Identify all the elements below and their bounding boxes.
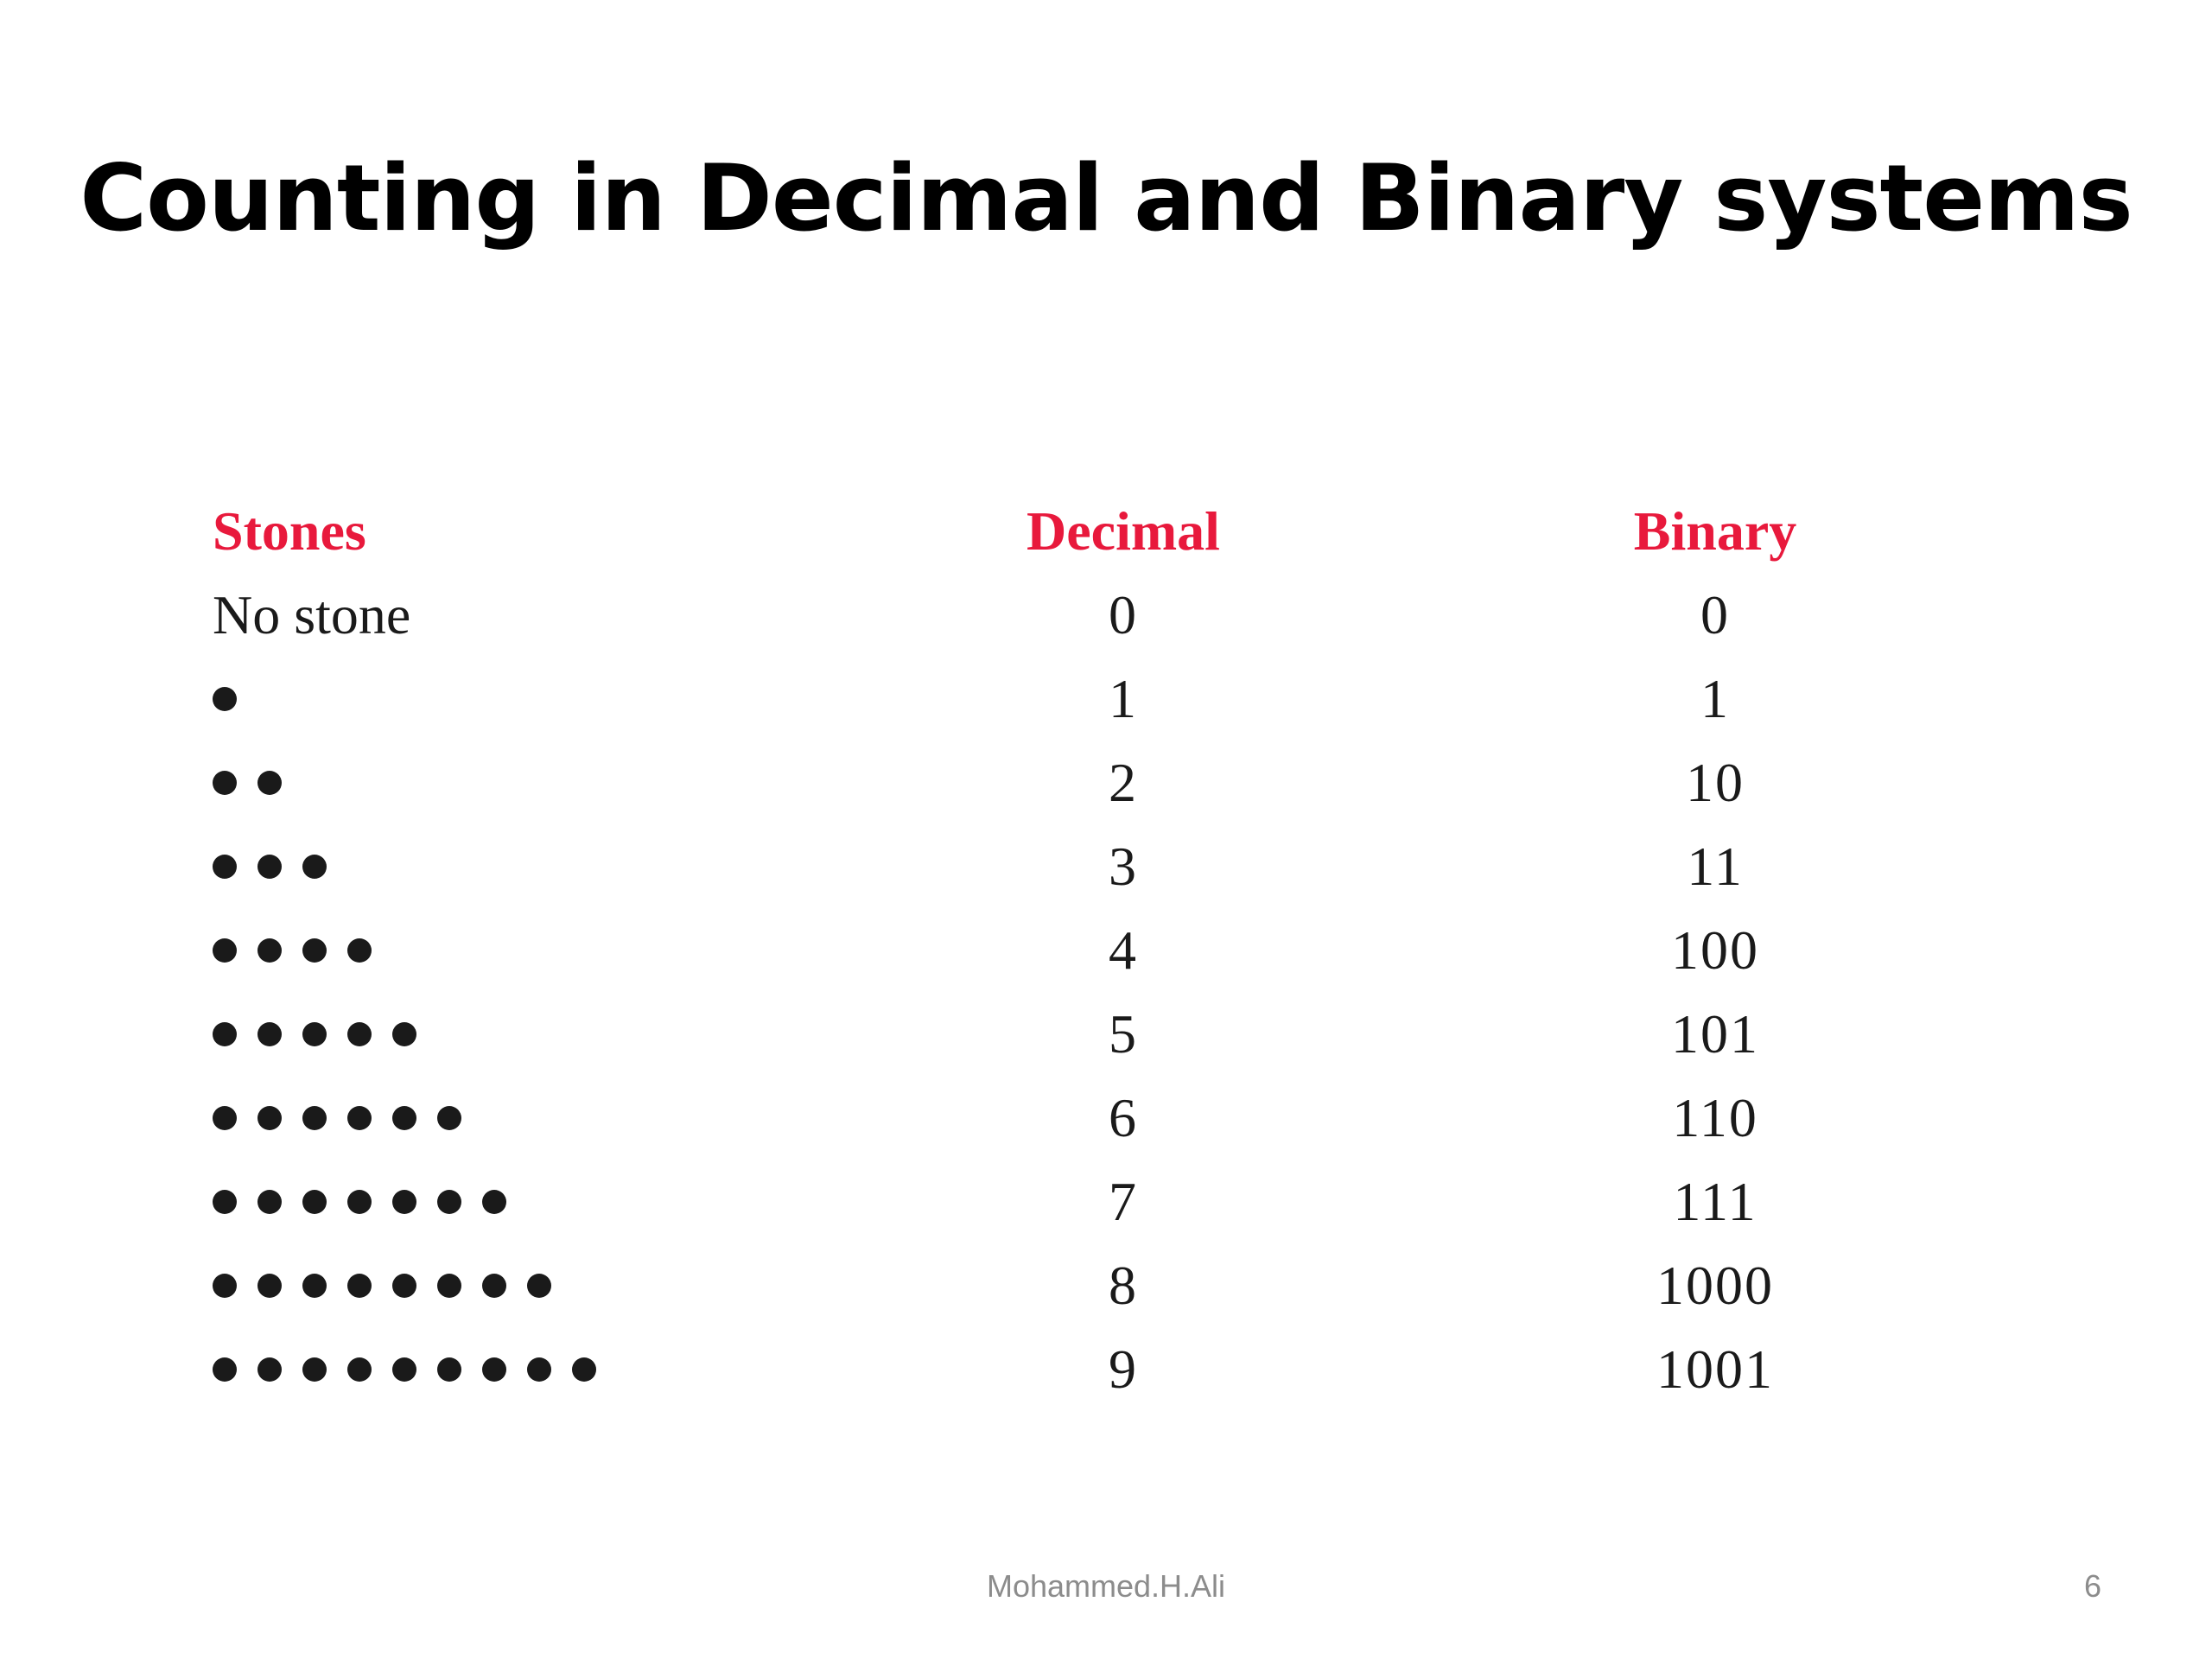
binary-value: 1000: [1656, 1255, 1774, 1316]
binary-value: 1001: [1656, 1338, 1774, 1400]
stone-dot: [347, 1274, 372, 1298]
stone-dot: [482, 1357, 506, 1382]
binary-value: 0: [1700, 584, 1730, 645]
stone-dot: [302, 1106, 327, 1130]
stone-dot: [392, 1274, 416, 1298]
footer-author: Mohammed.H.Ali: [986, 1568, 1226, 1604]
stone-dot: [392, 1357, 416, 1382]
stone-dot: [572, 1357, 596, 1382]
stone-dot: [302, 855, 327, 879]
binary-value: 10: [1686, 752, 1745, 813]
stone-dot: [392, 1190, 416, 1214]
stone-dot: [347, 1190, 372, 1214]
decimal-value: 4: [1109, 919, 1138, 981]
binary-value: 101: [1671, 1003, 1759, 1065]
stone-dot: [302, 1190, 327, 1214]
stone-dot: [437, 1190, 461, 1214]
stone-dot: [437, 1357, 461, 1382]
stone-dot: [213, 855, 237, 879]
decimal-value: 6: [1109, 1087, 1138, 1148]
stone-dot: [302, 1357, 327, 1382]
header-decimal-label: Decimal: [1027, 500, 1220, 562]
stone-dot: [392, 1106, 416, 1130]
stone-dot: [213, 771, 237, 795]
decimal-value: 0: [1109, 584, 1138, 645]
stone-dots: [213, 1000, 437, 1069]
slide-title: Counting in Decimal and Binary systems: [79, 145, 2133, 251]
stone-dots: [213, 1251, 572, 1320]
stone-dot: [213, 1022, 237, 1046]
stones-label: No stone: [213, 584, 411, 645]
stone-dot: [437, 1274, 461, 1298]
stone-dot: [527, 1274, 551, 1298]
stone-dot: [213, 1106, 237, 1130]
stone-dot: [527, 1357, 551, 1382]
page-number: 6: [2083, 1568, 2101, 1604]
binary-value: 11: [1687, 836, 1744, 897]
stone-dot: [257, 1106, 282, 1130]
header-binary-label: Binary: [1633, 500, 1797, 562]
stone-dots: [213, 1084, 482, 1153]
stone-dot: [347, 938, 372, 963]
decimal-value: 5: [1109, 1003, 1138, 1065]
binary-value: 1: [1700, 668, 1730, 729]
stone-dot: [347, 1022, 372, 1046]
binary-value: 110: [1672, 1087, 1758, 1148]
decimal-value: 1: [1109, 668, 1138, 729]
stone-dot: [213, 687, 237, 711]
stone-dots: [213, 1167, 527, 1236]
stone-dot: [213, 1357, 237, 1382]
stone-dot: [213, 938, 237, 963]
stone-dots: [213, 832, 347, 901]
decimal-value: 8: [1109, 1255, 1138, 1316]
stone-dot: [392, 1022, 416, 1046]
stone-dot: [302, 1274, 327, 1298]
decimal-value: 7: [1109, 1171, 1138, 1232]
stone-dot: [257, 1357, 282, 1382]
stone-dot: [347, 1106, 372, 1130]
stone-dots: [213, 916, 392, 985]
stone-dot: [257, 855, 282, 879]
decimal-value: 2: [1109, 752, 1138, 813]
stone-dot: [257, 1022, 282, 1046]
stone-dot: [302, 1022, 327, 1046]
stone-dot: [213, 1190, 237, 1214]
stone-dot: [437, 1106, 461, 1130]
stone-dot: [302, 938, 327, 963]
header-stones: Stones: [213, 500, 366, 562]
stone-dot: [213, 1274, 237, 1298]
decimal-value: 3: [1109, 836, 1138, 897]
stone-dots: [213, 748, 302, 817]
stone-dot: [257, 938, 282, 963]
binary-value: 100: [1671, 919, 1759, 981]
stone-dot: [482, 1274, 506, 1298]
stone-dot: [257, 1190, 282, 1214]
stone-dot: [257, 1274, 282, 1298]
stone-dots: [213, 664, 257, 734]
stone-dot: [257, 771, 282, 795]
stone-dot: [482, 1190, 506, 1214]
binary-value: 111: [1673, 1171, 1758, 1232]
stone-dots: [213, 1335, 617, 1404]
decimal-value: 9: [1109, 1338, 1138, 1400]
stone-dot: [347, 1357, 372, 1382]
